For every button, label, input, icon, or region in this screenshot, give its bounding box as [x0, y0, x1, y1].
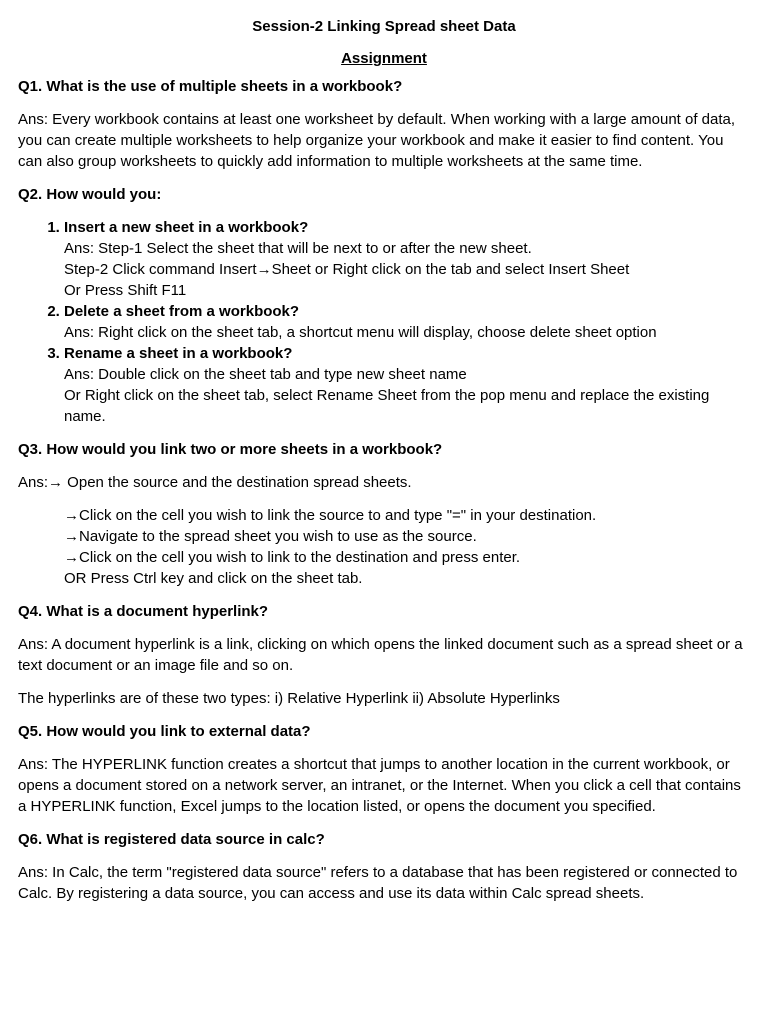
answer-1: Ans: Every workbook contains at least one worksheet by default. When working with a large amount of data, you can create multiple worksheets to help organize your workbook and make it easier to find content. You can also group worksheets to quickly add information to multiple worksheets at the same time. [18, 111, 736, 170]
page-subtitle: Assignment [341, 50, 427, 67]
list-item [64, 301, 750, 343]
answer-5: Ans: The HYPERLINK function creates a shortcut that jumps to another location in the current workbook, or opens a document stored on a network server, an intranet, or the Internet. When you click a cell that contains a HYPERLINK function, Excel jumps to the location listed, or opens the document you specified. [18, 756, 741, 815]
step-line: →Click on the cell you wish to link the source to and type "=" in your destination. [64, 507, 597, 524]
item-line: Step-2 Click command Insert→Sheet or Right click on the tab and select Insert Sheet [64, 261, 630, 278]
item-line: Or Press Shift F11 [64, 282, 187, 299]
answer-3: Ans:→ Open the source and the destination spread sheets. [18, 474, 412, 491]
item-title: Rename a sheet in a workbook? [64, 345, 293, 362]
item-title: Insert a new sheet in a workbook? [64, 219, 309, 236]
step-line: →Navigate to the spread sheet you wish to use as the source. [64, 528, 477, 545]
question-4: Q4. What is a document hyperlink? [18, 603, 269, 620]
item-line: Ans: Double click on the sheet tab and type new sheet name [64, 366, 467, 383]
answer-4: Ans: A document hyperlink is a link, clicking on which opens the linked document such as a spread sheet or a text document or an image file and so on. [18, 636, 743, 674]
question-1: Q1. What is the use of multiple sheets in a workbook? [18, 78, 403, 95]
item-title: Delete a sheet from a workbook? [64, 303, 300, 320]
answer-6: Ans: In Calc, the term "registered data source" refers to a database that has been registered or connected to Calc. By registering a data source, you can access and use its data within Calc spread sheets. [18, 864, 738, 902]
item-line: Or Right click on the sheet tab, select Rename Sheet from the pop menu and replace the existing name. [64, 387, 710, 425]
question-3-steps [18, 505, 750, 589]
question-3: Q3. How would you link two or more sheets in a workbook? [18, 441, 443, 458]
item-line: Ans: Right click on the sheet tab, a shortcut menu will display, choose delete sheet option [64, 324, 657, 341]
step-line: →Click on the cell you wish to link to the destination and press enter. [64, 549, 521, 566]
page-title: Session-2 Linking Spread sheet Data [252, 18, 516, 35]
question-2: Q2. How would you: [18, 186, 162, 203]
step-line: OR Press Ctrl key and click on the sheet tab. [64, 570, 363, 587]
item-line: Ans: Step-1 Select the sheet that will be next to or after the new sheet. [64, 240, 532, 257]
question-6: Q6. What is registered data source in calc? [18, 831, 325, 848]
list-item [64, 343, 750, 427]
answer-4-extra: The hyperlinks are of these two types: i) Relative Hyperlink ii) Absolute Hyperlinks [18, 690, 560, 707]
question-2-list [18, 217, 750, 427]
question-5: Q5. How would you link to external data? [18, 723, 311, 740]
list-item [64, 217, 750, 301]
